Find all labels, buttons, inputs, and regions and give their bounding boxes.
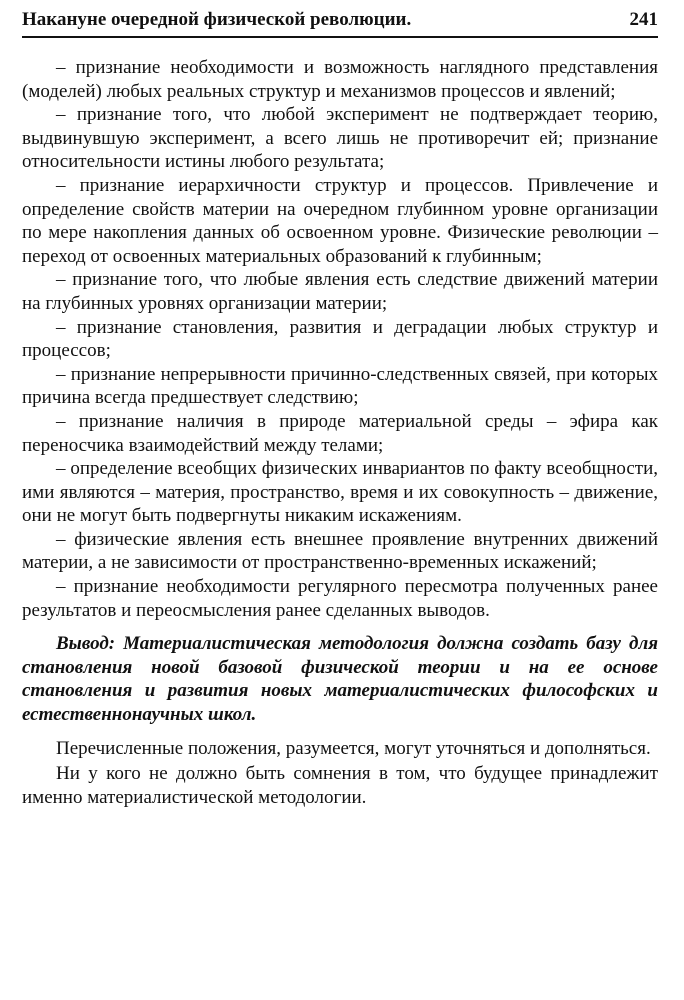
body-text — [22, 56, 658, 811]
list-item: – признание иерархичности структур и процессов. Привлечение и определение свойств материи на очередном глубинном уровне организации по мере накопления данных об освоенном уровне. Физические революции – переход от освоенных материальных образований к глубинным; — [22, 174, 658, 267]
list-item: – определение всеобщих физических инвариантов по факту всеобщности, ими являются – материя, пространство, время и их совокупность – движение, они не могут быть подвергнуты никаким искажениям. — [22, 458, 658, 527]
list-item: – признание необходимости и возможность наглядного представления (моделей) любых реальных структур и механизмов процессов и явлений; — [22, 57, 658, 102]
closing-paragraph: Ни у кого не должно быть сомнения в том, что будущее принадлежит именно материалистической методологии. — [22, 763, 658, 808]
running-header-title: Накануне очередной физической революции. — [22, 9, 412, 30]
list-item: – признание наличия в природе материальной среды – эфира как переносчика взаимодействий между телами; — [22, 410, 658, 456]
list-item: – физические явления есть внешнее проявление внутренних движений материи, а не зависимости от пространственно-временных искажений; — [22, 528, 658, 574]
list-item: – признание того, что любые явления есть следствие движений материи на глубинных уровнях организации материи; — [22, 269, 658, 314]
conclusion-paragraph: Вывод: Материалистическая методология должна создать базу для становления новой базовой физической теории и на ее основе становления и развития новых материалистических философских и естественнонаучных школ. — [22, 633, 658, 726]
running-header — [22, 8, 658, 38]
list-item: – признание непрерывности причинно-следственных связей, при которых причина всегда предшествует следствию; — [22, 363, 658, 409]
list-item: – признание необходимости регулярного пересмотра полученных ранее результатов и переосмысления ранее сделанных выводов. — [22, 576, 658, 621]
list-item: – признание того, что любой эксперимент не подтверждает теорию, выдвинувшую эксперимент, а всего лишь не противоречит ей; признание относительности истины любого результата; — [22, 104, 658, 173]
closing-paragraph: Перечисленные положения, разумеется, могут уточняться и дополняться. — [56, 737, 651, 759]
list-item: – признание становления, развития и деградации любых структур и процессов; — [22, 316, 658, 362]
page-number: 241 — [629, 9, 658, 30]
